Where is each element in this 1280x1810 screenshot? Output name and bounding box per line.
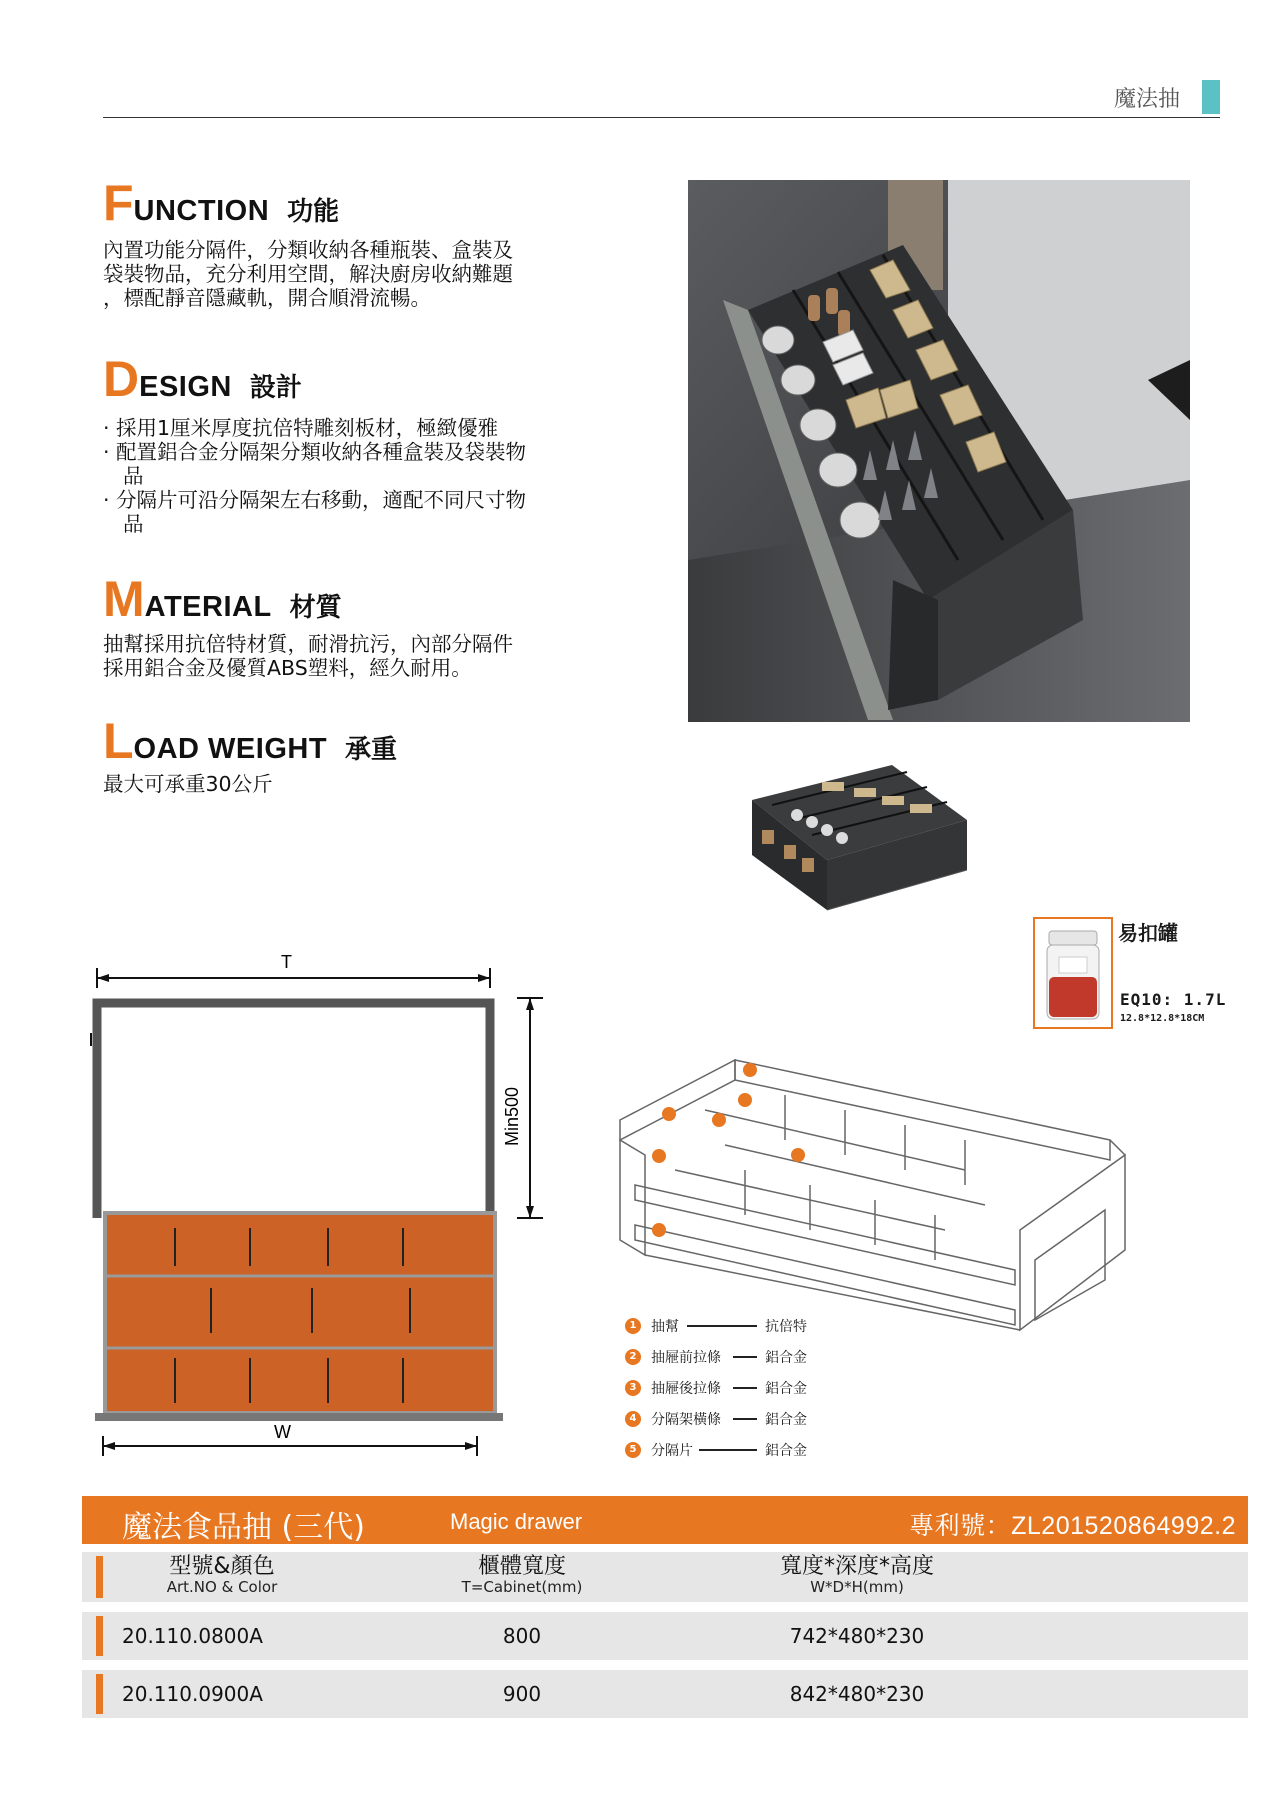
min500-label: Min500 [502, 1086, 522, 1146]
legend-connector [699, 1449, 757, 1451]
page-header-title: 魔法抽 [1113, 87, 1180, 112]
row-accent [96, 1616, 103, 1656]
legend-connector [733, 1418, 757, 1420]
header-cabinet-sub: T=Cabinet(mm) [461, 1578, 583, 1596]
cell-dimensions: 742*480*230 [789, 1624, 925, 1648]
header-cabinet [422, 1555, 622, 1595]
design-bullets [103, 416, 543, 536]
header-dimensions-main: 寬度*深度*高度 [779, 1554, 934, 1579]
legend-row [625, 1372, 855, 1403]
design-heading [103, 351, 302, 407]
legend-material: 鋁合金 [765, 1411, 807, 1428]
header-model [122, 1555, 322, 1595]
row-accent [96, 1674, 103, 1714]
product-name-cn: 魔法食品抽 (三代) [122, 1510, 365, 1545]
header-model-main: 型號&顏色 [169, 1554, 275, 1579]
cell-cabinet: 800 [502, 1624, 542, 1648]
load-heading-cap: L [103, 713, 134, 769]
design-heading-cap: D [103, 351, 140, 407]
function-line: 袋裝物品，充分利用空間，解決廚房收納難題 [103, 262, 513, 286]
function-heading-rest: UNCTION [133, 195, 270, 227]
function-heading-cn: 功能 [287, 197, 340, 227]
drawer-base [95, 1413, 503, 1421]
product-title-bar [82, 1496, 1248, 1544]
spec-table-header [82, 1552, 1248, 1602]
legend-connector [733, 1387, 757, 1389]
cell-cabinet: 900 [502, 1682, 542, 1706]
header-model-sub: Art.NO & Color [166, 1578, 278, 1596]
function-text [103, 238, 573, 310]
t-label: T [281, 952, 292, 972]
legend-part: 分隔片 [651, 1442, 693, 1459]
material-heading-rest: ATERIAL [144, 591, 272, 623]
table-row [82, 1612, 1248, 1660]
legend-part: 抽幫 [651, 1318, 679, 1335]
jar-illustration [1035, 919, 1111, 1027]
material-line: 抽幫採用抗倍特材質，耐滑抗污，內部分隔件 [103, 632, 513, 656]
legend-connector [687, 1325, 757, 1327]
patent-number: 專利號：ZL201520864992.2 [909, 1512, 1236, 1540]
legend-material: 抗倍特 [765, 1318, 807, 1335]
legend-material: 鋁合金 [765, 1442, 807, 1459]
drawer-photo-illustration [688, 180, 1190, 722]
jar-image [1033, 917, 1113, 1029]
material-heading-cap: M [103, 571, 145, 627]
design-bullet: · 配置鋁合金分隔架分類收納各種盒裝及袋裝物品 [103, 440, 527, 488]
header-dimensions [732, 1555, 982, 1595]
product-name-en: Magic drawer [450, 1509, 583, 1534]
legend-part: 抽屜前拉條 [651, 1349, 721, 1366]
load-text [103, 772, 273, 796]
cabinet-dimension-diagram [85, 948, 555, 1468]
function-line: 內置功能分隔件，分類收納各種瓶裝、盒裝及 [103, 238, 513, 262]
row-accent [96, 1556, 103, 1598]
design-bullet: · 採用1厘米厚度抗倍特雕刻板材，極緻優雅 [103, 416, 499, 440]
w-label: W [274, 1422, 291, 1442]
jar-model: EQ10: 1.7L [1120, 990, 1227, 1009]
legend-number: 3 [625, 1380, 641, 1396]
header-accent-block [1202, 80, 1220, 114]
legend-row [625, 1341, 855, 1372]
function-heading [103, 175, 340, 231]
load-heading [103, 713, 398, 769]
drawer-photo [688, 180, 1190, 722]
cell-dimensions: 842*480*230 [789, 1682, 925, 1706]
legend-part: 分隔架橫條 [651, 1411, 721, 1428]
legend-connector [733, 1356, 757, 1358]
legend-material: 鋁合金 [765, 1380, 807, 1397]
legend-row [625, 1403, 855, 1434]
jar-size: 12.8*12.8*18CM [1120, 1013, 1205, 1024]
load-heading-rest: OAD WEIGHT [133, 733, 328, 765]
design-heading-rest: ESIGN [139, 371, 232, 403]
jar-name: 易扣罐 [1118, 921, 1178, 945]
drawer-box [105, 1213, 495, 1413]
header-cabinet-main: 櫃體寬度 [477, 1554, 566, 1579]
legend-number: 4 [625, 1411, 641, 1427]
design-bullet: · 分隔片可沿分隔架左右移動，適配不同尺寸物品 [103, 488, 527, 536]
cell-model: 20.110.0900A [122, 1682, 263, 1706]
legend-material: 鋁合金 [765, 1349, 807, 1366]
table-row [82, 1670, 1248, 1718]
material-line: 採用鋁合金及優質ABS塑料，經久耐用。 [103, 656, 472, 680]
design-heading-cn: 設計 [249, 373, 302, 403]
legend-number: 2 [625, 1349, 641, 1365]
drawer-render [742, 760, 977, 915]
load-heading-cn: 承重 [345, 735, 398, 765]
material-heading [103, 571, 342, 627]
drawer-render-illustration [742, 760, 977, 915]
legend-part: 抽屜後拉條 [651, 1380, 721, 1397]
material-text [103, 632, 573, 680]
cell-model: 20.110.0800A [122, 1624, 263, 1648]
parts-legend [625, 1310, 855, 1465]
structure-callouts [652, 1063, 805, 1237]
legend-number: 1 [625, 1318, 641, 1334]
function-heading-cap: F [103, 175, 134, 231]
material-heading-cn: 材質 [289, 593, 342, 623]
legend-number: 5 [625, 1442, 641, 1458]
legend-row [625, 1434, 855, 1465]
function-line: ，標配靜音隱藏軌，開合順滑流暢。 [103, 286, 431, 310]
load-line: 最大可承重30公斤 [103, 772, 273, 796]
cabinet-outline [97, 1003, 490, 1218]
legend-row [625, 1310, 855, 1341]
header-dimensions-sub: W*D*H(mm) [810, 1578, 904, 1596]
header-divider [103, 117, 1220, 118]
